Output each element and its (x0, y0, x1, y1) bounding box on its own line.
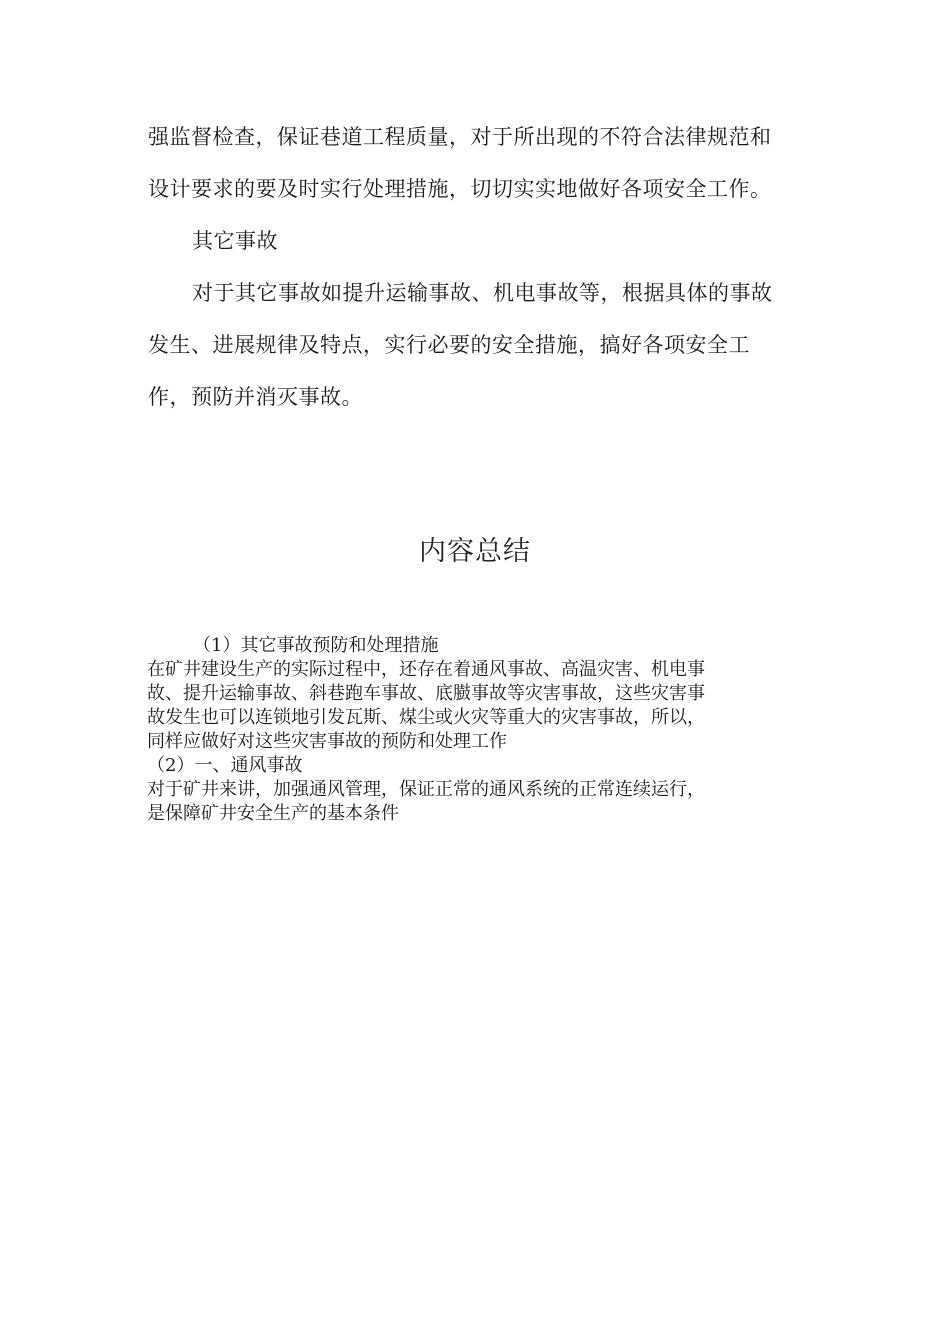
summary-title: 内容总结 (419, 536, 531, 567)
paragraph-line: 强监督检查，保证巷道工程质量，对于所出现的不符合法律规范和 (148, 125, 772, 149)
summary-item-heading: （2）一、通风事故 (147, 755, 303, 776)
section-heading-text: 其它事故 (192, 229, 278, 253)
paragraph-supervision (148, 111, 808, 215)
summary-line: 在矿井建设生产的实际过程中，还存在着通风事故、高温灾害、机电事 (147, 659, 705, 680)
summary-block (147, 634, 807, 826)
summary-line: 同样应做好对这些灾害事故的预防和处理工作 (147, 731, 507, 752)
paragraph-other-accidents (148, 267, 808, 423)
paragraph-line: 发生、进展规律及特点，实行必要的安全措施，搞好各项安全工 (148, 333, 750, 357)
summary-line: 故、提升运输事故、斜巷跑车事故、底臌事故等灾害事故，这些灾害事 (147, 683, 705, 704)
paragraph-line: 对于其它事故如提升运输事故、机电事故等，根据具体的事故 (192, 281, 773, 305)
summary-item-heading: （1）其它事故预防和处理措施 (193, 635, 439, 656)
paragraph-line: 作，预防并消灭事故。 (148, 385, 363, 409)
summary-line: 故发生也可以连锁地引发瓦斯、煤尘或火灾等重大的灾害事故，所以， (147, 707, 705, 728)
summary-line: 是保障矿井安全生产的基本条件 (147, 803, 399, 824)
summary-line: 对于矿井来讲，加强通风管理，保证正常的通风系统的正常连续运行， (147, 779, 705, 800)
section-heading-other-accidents (148, 215, 808, 267)
paragraph-line: 设计要求的要及时实行处理措施，切切实实地做好各项安全工作。 (148, 177, 772, 201)
